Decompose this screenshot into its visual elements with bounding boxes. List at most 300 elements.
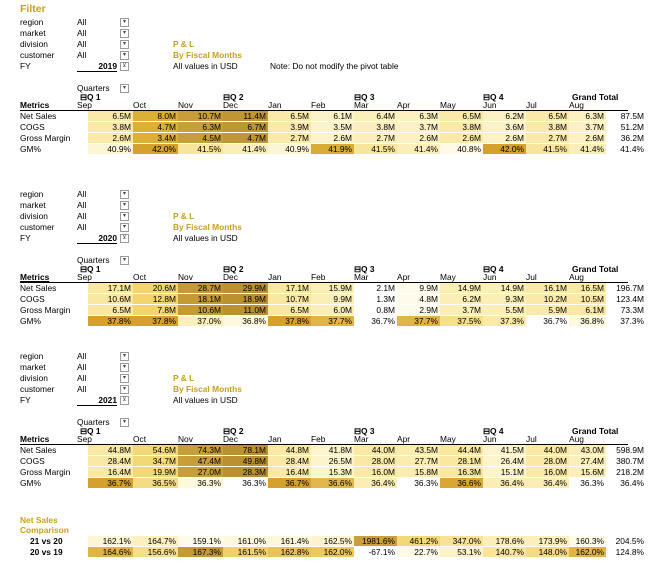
row-label-1: COGS bbox=[20, 456, 45, 466]
collapse-icon[interactable]: ⊟ bbox=[483, 426, 491, 436]
table-cell: 598.9M bbox=[616, 445, 644, 455]
table-cell: 196.7M bbox=[616, 283, 644, 293]
table-cell: 6.5M bbox=[88, 305, 133, 315]
table-cell: 3.9M bbox=[268, 122, 311, 132]
table-cell: 11.0M bbox=[223, 305, 268, 315]
collapse-icon[interactable]: ⊟ bbox=[354, 426, 362, 436]
comparison-cell: 162.0% bbox=[311, 547, 354, 557]
month-mar: Mar bbox=[354, 100, 369, 110]
table-cell: 2.6M bbox=[88, 133, 133, 143]
table-cell: 6.2M bbox=[440, 294, 483, 304]
month-jun: Jun bbox=[483, 100, 497, 110]
filter-value-market: All bbox=[77, 28, 87, 38]
table-cell: 3.8M bbox=[354, 122, 397, 132]
quarters-label: Quarters bbox=[77, 255, 110, 265]
filter-label-customer: customer bbox=[20, 384, 55, 394]
filter-value-market: All bbox=[77, 362, 87, 372]
filter-label-region: region bbox=[20, 17, 44, 27]
table-cell: 34.7M bbox=[133, 456, 178, 466]
comparison-cell: 161.0% bbox=[223, 536, 268, 546]
table-cell: 11.4M bbox=[223, 111, 268, 121]
month-sep: Sep bbox=[77, 100, 92, 110]
filter-value-region: All bbox=[77, 17, 87, 27]
table-cell: 4.7M bbox=[133, 122, 178, 132]
filter-label-FY: FY bbox=[20, 61, 31, 71]
table-cell: 9.9M bbox=[311, 294, 354, 304]
table-cell: 2.7M bbox=[526, 133, 569, 143]
month-jun: Jun bbox=[483, 434, 497, 444]
comparison-cell: 461.2% bbox=[397, 536, 440, 546]
row-label-1: COGS bbox=[20, 294, 45, 304]
table-cell: 41.5% bbox=[354, 144, 397, 154]
table-cell: 3.4M bbox=[133, 133, 178, 143]
quarter-label: Q 4 bbox=[490, 264, 504, 274]
row-label-3: GM% bbox=[20, 144, 41, 154]
filter-value-customer: All bbox=[77, 222, 87, 232]
table-cell: 36.7% bbox=[526, 316, 569, 326]
table-cell: 6.5M bbox=[88, 111, 133, 121]
table-cell: 10.7M bbox=[268, 294, 311, 304]
comparison-cell: 156.6% bbox=[133, 547, 178, 557]
table-cell: 54.6M bbox=[133, 445, 178, 455]
table-cell: 6.1M bbox=[569, 305, 606, 315]
filter-value-region: All bbox=[77, 189, 87, 199]
table-cell: 44.8M bbox=[268, 445, 311, 455]
filter-label-customer: customer bbox=[20, 50, 55, 60]
table-cell: 40.9% bbox=[268, 144, 311, 154]
table-cell: 37.3% bbox=[620, 316, 644, 326]
comparison-subtitle: Comparison bbox=[20, 525, 69, 535]
table-cell: 3.8M bbox=[88, 122, 133, 132]
month-nov: Nov bbox=[178, 272, 193, 282]
table-cell: 28.0M bbox=[526, 456, 569, 466]
filter-dropdown-market[interactable]: ▾ bbox=[120, 29, 129, 38]
table-cell: 41.4% bbox=[569, 144, 606, 154]
table-cell: 16.4M bbox=[268, 467, 311, 477]
collapse-icon[interactable]: ⊟ bbox=[80, 264, 88, 274]
table-cell: 37.8% bbox=[133, 316, 178, 326]
filter-dropdown-customer[interactable]: ▾ bbox=[120, 223, 129, 232]
table-cell: 28.4M bbox=[268, 456, 311, 466]
table-cell: 37.3% bbox=[483, 316, 526, 326]
filter-label-region: region bbox=[20, 189, 44, 199]
table-cell: 18.1M bbox=[178, 294, 223, 304]
fy-value: 2020 bbox=[77, 233, 117, 244]
table-cell: 41.5% bbox=[526, 144, 569, 154]
table-cell: 37.0% bbox=[178, 316, 223, 326]
table-cell: 6.5M bbox=[268, 305, 311, 315]
table-cell: 73.3M bbox=[620, 305, 644, 315]
fy-value: 2019 bbox=[77, 61, 117, 72]
quarter-label: Q 4 bbox=[490, 92, 504, 102]
quarters-label: Quarters bbox=[77, 83, 110, 93]
comparison-cell: 124.8% bbox=[615, 547, 644, 557]
pnl-subtitle: By Fiscal Months bbox=[173, 50, 242, 60]
currency-note: All values in USD bbox=[173, 61, 238, 71]
filter-value-division: All bbox=[77, 39, 87, 49]
month-feb: Feb bbox=[311, 272, 326, 282]
month-dec: Dec bbox=[223, 434, 238, 444]
currency-note: All values in USD bbox=[173, 395, 238, 405]
table-cell: 28.4M bbox=[88, 456, 133, 466]
table-cell: 15.6M bbox=[569, 467, 606, 477]
comparison-cell: 162.1% bbox=[88, 536, 133, 546]
filter-dropdown-division[interactable]: ▾ bbox=[120, 374, 129, 383]
filter-label-region: region bbox=[20, 351, 44, 361]
quarters-dropdown[interactable]: ▾ bbox=[120, 84, 129, 93]
quarters-label: Quarters bbox=[77, 417, 110, 427]
table-cell: 36.4% bbox=[354, 478, 397, 488]
table-cell: 44.4M bbox=[440, 445, 483, 455]
table-cell: 27.7M bbox=[397, 456, 440, 466]
filter-label-FY: FY bbox=[20, 233, 31, 243]
table-cell: 15.3M bbox=[311, 467, 354, 477]
quarter-label: Q 2 bbox=[230, 426, 244, 436]
pnl-title: P & L bbox=[173, 211, 195, 221]
filter-dropdown-region[interactable]: ▾ bbox=[120, 18, 129, 27]
table-cell: 28.7M bbox=[178, 283, 223, 293]
table-cell: 2.1M bbox=[354, 283, 397, 293]
table-cell: 0.8M bbox=[354, 305, 397, 315]
table-cell: 2.6M bbox=[397, 133, 440, 143]
month-aug: Aug bbox=[569, 100, 584, 110]
metrics-header: Metrics bbox=[20, 434, 50, 444]
table-cell: 36.5% bbox=[133, 478, 178, 488]
pnl-title: P & L bbox=[173, 373, 195, 383]
comparison-cell: 164.6% bbox=[88, 547, 133, 557]
filter-dropdown-region[interactable]: ▾ bbox=[120, 352, 129, 361]
table-cell: 44.8M bbox=[88, 445, 133, 455]
month-dec: Dec bbox=[223, 272, 238, 282]
table-cell: 40.9% bbox=[88, 144, 133, 154]
filter-label-division: division bbox=[20, 211, 48, 221]
table-cell: 10.6M bbox=[88, 294, 133, 304]
filter-dropdown-region[interactable]: ▾ bbox=[120, 190, 129, 199]
table-cell: 19.9M bbox=[133, 467, 178, 477]
month-jul: Jul bbox=[526, 434, 537, 444]
table-cell: 29.9M bbox=[223, 283, 268, 293]
table-cell: 16.0M bbox=[526, 467, 569, 477]
table-cell: 37.5% bbox=[440, 316, 483, 326]
table-cell: 5.9M bbox=[526, 305, 569, 315]
comparison-cell: 173.9% bbox=[526, 536, 569, 546]
table-cell: 36.8% bbox=[223, 316, 268, 326]
table-cell: 37.7% bbox=[397, 316, 440, 326]
table-cell: 41.4% bbox=[397, 144, 440, 154]
filter-dropdown-customer[interactable]: ▾ bbox=[120, 51, 129, 60]
row-label-2: Gross Margin bbox=[20, 305, 71, 315]
collapse-icon[interactable]: ⊟ bbox=[80, 92, 88, 102]
table-cell: 10.2M bbox=[526, 294, 569, 304]
comparison-cell: 167.3% bbox=[178, 547, 223, 557]
comparison-cell: 204.5% bbox=[615, 536, 644, 546]
table-cell: 10.7M bbox=[178, 111, 223, 121]
filter-dropdown-customer[interactable]: ▾ bbox=[120, 385, 129, 394]
month-oct: Oct bbox=[133, 272, 147, 282]
table-cell: 36.4% bbox=[526, 478, 569, 488]
table-cell: 87.5M bbox=[620, 111, 644, 121]
table-cell: 41.4% bbox=[620, 144, 644, 154]
filter-label-customer: customer bbox=[20, 222, 55, 232]
comparison-cell: 162.0% bbox=[569, 547, 606, 557]
pnl-title: P & L bbox=[173, 39, 195, 49]
table-cell: 37.7% bbox=[311, 316, 354, 326]
row-label-3: GM% bbox=[20, 478, 41, 488]
table-cell: 44.0M bbox=[526, 445, 569, 455]
table-cell: 2.6M bbox=[440, 133, 483, 143]
quarter-label: Q 1 bbox=[87, 426, 101, 436]
comparison-cell: 1981.6% bbox=[354, 536, 397, 546]
pnl-subtitle: By Fiscal Months bbox=[173, 384, 242, 394]
table-cell: 78.1M bbox=[223, 445, 268, 455]
table-cell: 36.6% bbox=[440, 478, 483, 488]
quarter-label: Q 4 bbox=[490, 426, 504, 436]
table-cell: 26.5M bbox=[311, 456, 354, 466]
row-label-0: Net Sales bbox=[20, 445, 57, 455]
comparison-title: Net Sales bbox=[20, 515, 58, 525]
table-cell: 36.7% bbox=[268, 478, 311, 488]
table-cell: 41.4% bbox=[223, 144, 268, 154]
comparison-cell: -67.1% bbox=[354, 547, 397, 557]
month-apr: Apr bbox=[397, 434, 411, 444]
table-cell: 10.6M bbox=[178, 305, 223, 315]
table-cell: 3.8M bbox=[440, 122, 483, 132]
table-cell: 15.8M bbox=[397, 467, 440, 477]
collapse-icon[interactable]: ⊟ bbox=[80, 426, 88, 436]
row-label-0: Net Sales bbox=[20, 283, 57, 293]
table-cell: 36.7% bbox=[88, 478, 133, 488]
table-cell: 36.3% bbox=[397, 478, 440, 488]
comparison-cell: 159.1% bbox=[178, 536, 223, 546]
table-cell: 7.8M bbox=[133, 305, 178, 315]
comparison-cell: 22.7% bbox=[397, 547, 440, 557]
filter-label-FY: FY bbox=[20, 395, 31, 405]
filter-label-market: market bbox=[20, 28, 46, 38]
filter-value-customer: All bbox=[77, 50, 87, 60]
filter-dropdown-division[interactable]: ▾ bbox=[120, 212, 129, 221]
month-dec: Dec bbox=[223, 100, 238, 110]
table-cell: 2.6M bbox=[311, 133, 354, 143]
month-mar: Mar bbox=[354, 434, 369, 444]
table-cell: 27.4M bbox=[569, 456, 606, 466]
filter-label-division: division bbox=[20, 39, 48, 49]
row-label-1: COGS bbox=[20, 122, 45, 132]
table-cell: 36.3% bbox=[223, 478, 268, 488]
filter-value-market: All bbox=[77, 200, 87, 210]
filter-title: Filter bbox=[20, 3, 46, 15]
comparison-cell: 162.5% bbox=[311, 536, 354, 546]
table-cell: 36.8% bbox=[569, 316, 606, 326]
month-mar: Mar bbox=[354, 272, 369, 282]
table-cell: 36.4% bbox=[483, 478, 526, 488]
table-cell: 6.5M bbox=[440, 111, 483, 121]
table-cell: 16.5M bbox=[569, 283, 606, 293]
table-cell: 1.3M bbox=[354, 294, 397, 304]
comparison-cell: 161.5% bbox=[223, 547, 268, 557]
collapse-icon[interactable]: ⊟ bbox=[223, 264, 231, 274]
table-cell: 6.7M bbox=[223, 122, 268, 132]
table-cell: 36.3% bbox=[569, 478, 606, 488]
table-cell: 9.3M bbox=[483, 294, 526, 304]
table-cell: 49.8M bbox=[223, 456, 268, 466]
table-cell: 41.5% bbox=[178, 144, 223, 154]
month-jan: Jan bbox=[268, 434, 282, 444]
table-cell: 10.5M bbox=[569, 294, 606, 304]
collapse-icon[interactable]: ⊟ bbox=[483, 264, 491, 274]
collapse-icon[interactable]: ⊟ bbox=[223, 92, 231, 102]
table-cell: 9.9M bbox=[397, 283, 440, 293]
table-cell: 18.9M bbox=[223, 294, 268, 304]
table-cell: 123.4M bbox=[616, 294, 644, 304]
table-cell: 3.6M bbox=[483, 122, 526, 132]
table-cell: 28.0M bbox=[354, 456, 397, 466]
comparison-cell: 347.0% bbox=[440, 536, 483, 546]
fy-filter-icon[interactable]: ⊻ bbox=[120, 234, 129, 243]
table-cell: 14.9M bbox=[440, 283, 483, 293]
quarters-dropdown[interactable]: ▾ bbox=[120, 256, 129, 265]
table-cell: 74.3M bbox=[178, 445, 223, 455]
month-jul: Jul bbox=[526, 100, 537, 110]
table-cell: 6.5M bbox=[526, 111, 569, 121]
comparison-cell: 140.7% bbox=[483, 547, 526, 557]
pivot-note: Note: Do not modify the pivot table bbox=[270, 61, 399, 71]
filter-dropdown-market[interactable]: ▾ bbox=[120, 201, 129, 210]
comparison-cell: 53.1% bbox=[440, 547, 483, 557]
month-aug: Aug bbox=[569, 272, 584, 282]
row-label-2: Gross Margin bbox=[20, 467, 71, 477]
comparison-label: 20 vs 19 bbox=[30, 547, 63, 557]
fy-value: 2021 bbox=[77, 395, 117, 406]
filter-label-market: market bbox=[20, 200, 46, 210]
month-apr: Apr bbox=[397, 100, 411, 110]
table-cell: 36.4% bbox=[620, 478, 644, 488]
table-cell: 43.5M bbox=[397, 445, 440, 455]
table-cell: 6.3M bbox=[397, 111, 440, 121]
table-cell: 2.7M bbox=[354, 133, 397, 143]
quarter-label: Q 2 bbox=[230, 264, 244, 274]
table-cell: 41.8M bbox=[311, 445, 354, 455]
table-cell: 6.4M bbox=[354, 111, 397, 121]
quarters-dropdown[interactable]: ▾ bbox=[120, 418, 129, 427]
table-cell: 380.7M bbox=[616, 456, 644, 466]
month-jun: Jun bbox=[483, 272, 497, 282]
table-cell: 51.2M bbox=[620, 122, 644, 132]
comparison-cell: 160.3% bbox=[569, 536, 606, 546]
table-cell: 17.1M bbox=[88, 283, 133, 293]
month-apr: Apr bbox=[397, 272, 411, 282]
pnl-subtitle: By Fiscal Months bbox=[173, 222, 242, 232]
fy-filter-icon[interactable]: ⊻ bbox=[120, 62, 129, 71]
month-aug: Aug bbox=[569, 434, 584, 444]
month-may: May bbox=[440, 272, 456, 282]
table-cell: 16.4M bbox=[88, 467, 133, 477]
month-oct: Oct bbox=[133, 434, 147, 444]
table-cell: 4.5M bbox=[178, 133, 223, 143]
table-cell: 41.5M bbox=[483, 445, 526, 455]
table-cell: 6.5M bbox=[268, 111, 311, 121]
table-cell: 3.5M bbox=[311, 122, 354, 132]
table-cell: 44.0M bbox=[354, 445, 397, 455]
table-cell: 3.8M bbox=[526, 122, 569, 132]
filter-label-division: division bbox=[20, 373, 48, 383]
table-cell: 20.6M bbox=[133, 283, 178, 293]
grand-total-header: Grand Total bbox=[572, 426, 619, 436]
table-cell: 36.7% bbox=[354, 316, 397, 326]
collapse-icon[interactable]: ⊟ bbox=[223, 426, 231, 436]
filter-label-market: market bbox=[20, 362, 46, 372]
quarter-label: Q 2 bbox=[230, 92, 244, 102]
table-cell: 43.0M bbox=[569, 445, 606, 455]
table-cell: 41.9% bbox=[311, 144, 354, 154]
table-cell: 12.8M bbox=[133, 294, 178, 304]
table-cell: 28.1M bbox=[440, 456, 483, 466]
fy-filter-icon[interactable]: ⊻ bbox=[120, 396, 129, 405]
table-cell: 27.0M bbox=[178, 467, 223, 477]
collapse-icon[interactable]: ⊟ bbox=[354, 264, 362, 274]
table-cell: 15.9M bbox=[311, 283, 354, 293]
comparison-label: 21 vs 20 bbox=[30, 536, 63, 546]
table-cell: 6.3M bbox=[178, 122, 223, 132]
month-oct: Oct bbox=[133, 100, 147, 110]
collapse-icon[interactable]: ⊟ bbox=[354, 92, 362, 102]
table-cell: 4.7M bbox=[223, 133, 268, 143]
metrics-header: Metrics bbox=[20, 272, 50, 282]
month-feb: Feb bbox=[311, 434, 326, 444]
quarter-label: Q 1 bbox=[87, 92, 101, 102]
month-may: May bbox=[440, 100, 456, 110]
table-cell: 3.7M bbox=[397, 122, 440, 132]
table-cell: 42.0% bbox=[483, 144, 526, 154]
table-cell: 16.3M bbox=[440, 467, 483, 477]
table-cell: 37.8% bbox=[88, 316, 133, 326]
filter-value-region: All bbox=[77, 351, 87, 361]
collapse-icon[interactable]: ⊟ bbox=[483, 92, 491, 102]
table-cell: 6.3M bbox=[569, 111, 606, 121]
metrics-header: Metrics bbox=[20, 100, 50, 110]
table-cell: 16.0M bbox=[354, 467, 397, 477]
quarter-label: Q 3 bbox=[361, 426, 375, 436]
filter-dropdown-division[interactable]: ▾ bbox=[120, 40, 129, 49]
table-cell: 2.6M bbox=[483, 133, 526, 143]
table-cell: 5.5M bbox=[483, 305, 526, 315]
table-cell: 26.4M bbox=[483, 456, 526, 466]
comparison-cell: 164.7% bbox=[133, 536, 178, 546]
month-jul: Jul bbox=[526, 272, 537, 282]
comparison-cell: 148.0% bbox=[526, 547, 569, 557]
quarter-label: Q 3 bbox=[361, 264, 375, 274]
month-nov: Nov bbox=[178, 434, 193, 444]
table-cell: 3.7M bbox=[569, 122, 606, 132]
table-cell: 6.0M bbox=[311, 305, 354, 315]
table-cell: 36.2M bbox=[620, 133, 644, 143]
table-cell: 37.8% bbox=[268, 316, 311, 326]
grand-total-header: Grand Total bbox=[572, 264, 619, 274]
table-cell: 36.3% bbox=[178, 478, 223, 488]
table-cell: 16.1M bbox=[526, 283, 569, 293]
table-cell: 4.8M bbox=[397, 294, 440, 304]
table-cell: 2.6M bbox=[569, 133, 606, 143]
filter-value-customer: All bbox=[77, 384, 87, 394]
table-cell: 6.2M bbox=[483, 111, 526, 121]
table-cell: 2.7M bbox=[268, 133, 311, 143]
grand-total-header: Grand Total bbox=[572, 92, 619, 102]
table-cell: 17.1M bbox=[268, 283, 311, 293]
row-label-0: Net Sales bbox=[20, 111, 57, 121]
quarter-label: Q 1 bbox=[87, 264, 101, 274]
month-nov: Nov bbox=[178, 100, 193, 110]
filter-dropdown-market[interactable]: ▾ bbox=[120, 363, 129, 372]
month-sep: Sep bbox=[77, 434, 92, 444]
